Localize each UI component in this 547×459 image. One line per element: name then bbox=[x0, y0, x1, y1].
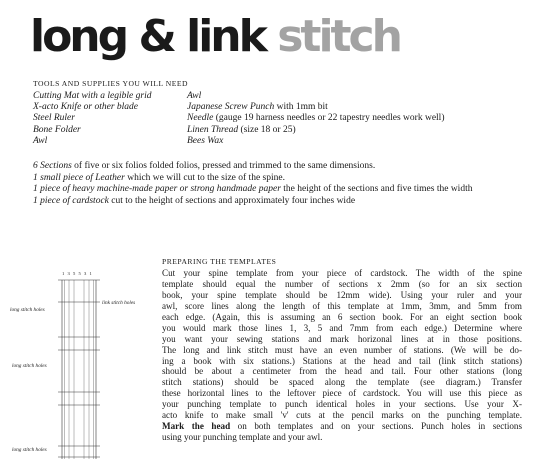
page-title bbox=[30, 11, 400, 62]
tool-item: Awl bbox=[187, 91, 202, 101]
long-stitch-label: long stitch holes bbox=[12, 447, 47, 453]
diagram-mark-number: 1 bbox=[62, 271, 65, 276]
text-line: using your punching template and your awl. bbox=[162, 432, 323, 443]
diagram-mark-number: 3 bbox=[67, 271, 70, 276]
long-stitch-label: long stitch holes bbox=[10, 307, 45, 313]
tools-list-left bbox=[33, 91, 152, 147]
text-line: acto knife to make small 'v' cuts at the pencil marks on the punching template. bbox=[162, 410, 522, 421]
text-line: The long and link stitch must have an even number of stations. (We will be do- bbox=[162, 344, 522, 355]
material-item: 6 Sections of five or six folios folded folios, pressed and trimmed to the same dimensions. bbox=[33, 161, 376, 171]
tool-item: Needle (gauge 19 harness needles or 22 tapestry needles work well) bbox=[187, 113, 445, 124]
link-stitch-label: link stitch holes bbox=[102, 300, 136, 306]
tool-item: Steel Ruler bbox=[33, 113, 75, 124]
section-heading: PREPARING THE TEMPLATES bbox=[162, 257, 277, 266]
tool-item: Bone Folder bbox=[33, 124, 81, 135]
text-line: these horizontal lines to the leftover piece of cardstock. You will use this piece as bbox=[162, 388, 522, 399]
text-line: stitch stations) should be spaced along the template (see diagram.) Transfer bbox=[162, 377, 522, 388]
tool-item: Japanese Screw Punch with 1mm bit bbox=[187, 102, 328, 113]
text-line: template should equal the number of sections x 2mm (so for an six section bbox=[162, 278, 522, 289]
diagram-mark-number: 1 bbox=[89, 271, 92, 276]
tool-item: Bees Wax bbox=[187, 135, 224, 146]
bold-instruction: Mark the head bbox=[162, 421, 231, 432]
text-line: you want your sewing stations and mark horizonal lines at in those positions. bbox=[162, 333, 522, 344]
score-lines bbox=[65, 280, 94, 459]
title-accent: stitch bbox=[277, 11, 400, 62]
tool-item: X-acto Knife or other blade bbox=[33, 102, 139, 113]
spine-template-outline bbox=[62, 280, 96, 459]
tool-item: Linen Thread (size 18 or 25) bbox=[187, 124, 296, 135]
title-main: long & link bbox=[30, 11, 265, 62]
text-line: Cut your spine template from your piece of cardstock. The width of the spine bbox=[162, 268, 522, 278]
tools-heading: TOOLS AND SUPPLIES YOU WILL NEED bbox=[33, 79, 189, 88]
tool-item: Awl bbox=[33, 135, 48, 146]
text-line: your punching template to punch identical holes in your sections. Use your X- bbox=[162, 399, 522, 410]
instructions-paragraph bbox=[162, 268, 522, 443]
spine-template-diagram bbox=[0, 270, 160, 459]
diagram-mark-number: 5 bbox=[78, 271, 81, 276]
text-line: awl, score lines along the length of this template at 1mm, 3mm, and 5mm from bbox=[162, 300, 522, 311]
text-line: each edge. (Again, this is assuming an 6 section book. For an eight section book bbox=[162, 311, 522, 322]
text-line: Mark the head on both templates and on your sections. Punch holes in sections bbox=[162, 421, 522, 432]
long-stitch-label: long stitch holes bbox=[12, 363, 47, 369]
material-item: 1 piece of cardstock cut to the height of sections and approximately four inches wide bbox=[33, 195, 356, 206]
text-line: should be about a centimeter from the head and tail. Four other stations (long bbox=[162, 366, 522, 377]
material-item: 1 piece of heavy machine-made paper or strong handmade paper the height of the sections and five times the width bbox=[33, 184, 473, 194]
text-line: you would mark those lines 1, 3, 5 and 7mm from each edge.) Determine where bbox=[162, 322, 522, 333]
text-line: ing a book with six stations.) Stations at the head and tail (link stitch stations) bbox=[162, 355, 522, 366]
tool-item: Cutting Mat with a legible grid bbox=[33, 91, 152, 101]
material-item: 1 small piece of Leather which we will cut to the size of the spine. bbox=[33, 172, 285, 183]
diagram-mark-number: 3 bbox=[84, 271, 87, 276]
text-line: book, your spine template should be 12mm wide). Using your ruler and your bbox=[162, 289, 522, 300]
tools-list-right bbox=[187, 91, 444, 147]
materials-list bbox=[33, 161, 472, 207]
diagram-mark-number: 5 bbox=[73, 271, 76, 276]
